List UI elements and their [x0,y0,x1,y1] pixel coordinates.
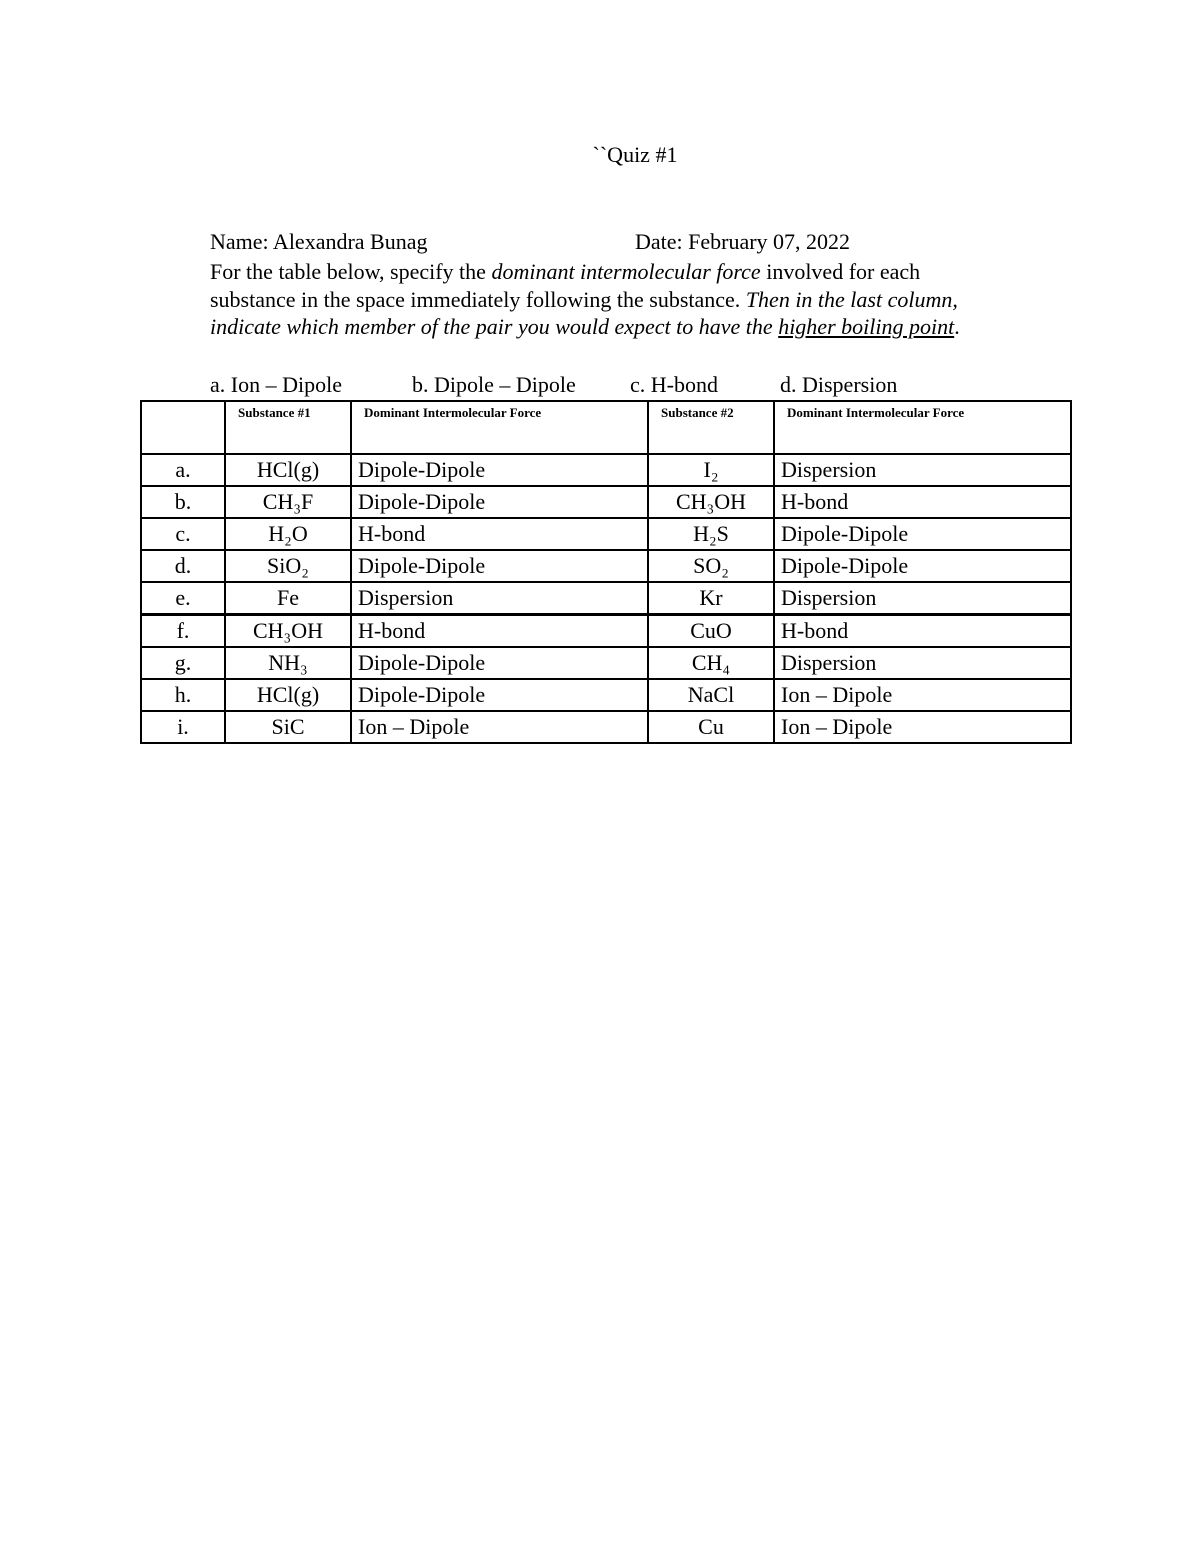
choice-b: b. Dipole – Dipole [412,372,576,397]
substance-1-cell: SiO₂ [225,550,351,582]
force-1-cell: Dipole-Dipole [351,647,648,679]
force-1-cell: H-bond [351,518,648,550]
substance-1-cell: Fe [225,582,351,615]
substance-2-cell: H₂S [648,518,774,550]
instructions-text: involved for each [760,259,921,284]
row-label: b. [141,486,225,518]
substance-1-cell: HCl(g) [225,454,351,486]
substance-2-cell: I₂ [648,454,774,486]
substance-1-cell: SiC [225,711,351,743]
force-2-cell: Dipole-Dipole [774,550,1071,582]
table-header-row [141,401,1071,454]
substance-2-cell: CH₃OH [648,486,774,518]
force-2-cell: Ion – Dipole [774,679,1071,711]
row-label: c. [141,518,225,550]
instructions-line-3 [210,314,960,340]
row-label: h. [141,679,225,711]
force-1-cell: Dipole-Dipole [351,550,648,582]
force-1-cell: Dipole-Dipole [351,454,648,486]
force-2-cell: H-bond [774,486,1071,518]
substance-2-cell: Cu [648,711,774,743]
force-2-cell: Dipole-Dipole [774,518,1071,550]
force-1-cell: H-bond [351,615,648,648]
choice-a: a. Ion – Dipole [210,372,342,397]
row-label: d. [141,550,225,582]
substance-2-cell: SO₂ [648,550,774,582]
instructions-line-2 [210,287,958,313]
header-force-2: Dominant Intermolecular Force [774,401,1071,454]
substance-1-cell: CH₃F [225,486,351,518]
header-substance-1: Substance #1 [225,401,351,454]
table-row [141,486,1071,518]
force-2-cell: Dispersion [774,647,1071,679]
table-row [141,711,1071,743]
force-2-cell: Dispersion [774,454,1071,486]
student-name: Name: Alexandra Bunag [210,229,428,254]
force-1-cell: Dispersion [351,582,648,615]
instructions-text: . [954,314,960,339]
header-force-1: Dominant Intermolecular Force [351,401,648,454]
instructions-emphasis: dominant intermolecular force [491,259,761,284]
force-1-cell: Dipole-Dipole [351,486,648,518]
table-row [141,582,1071,615]
instructions-text: substance in the space immediately following the substance. [210,287,746,312]
table-row [141,550,1071,582]
quiz-date: Date: February 07, 2022 [635,229,851,254]
force-1-cell: Dipole-Dipole [351,679,648,711]
instructions-emphasis: indicate which member of the pair you would expect to have the [210,314,779,339]
substance-1-cell: H₂O [225,518,351,550]
choice-c: c. H-bond [630,372,718,397]
table-row [141,518,1071,550]
table-row [141,647,1071,679]
force-2-cell: Ion – Dipole [774,711,1071,743]
row-label: e. [141,582,225,615]
force-2-cell: H-bond [774,615,1071,648]
force-2-cell: Dispersion [774,582,1071,615]
row-label: g. [141,647,225,679]
instructions-emphasis: Then in the last column, [745,287,958,312]
table-row [141,615,1071,648]
header-label [141,401,225,454]
header-substance-2: Substance #2 [648,401,774,454]
substance-1-cell: NH₃ [225,647,351,679]
imf-table [140,400,1072,744]
instructions-line-1 [210,259,920,285]
substance-1-cell: CH₃OH [225,615,351,648]
choice-d: d. Dispersion [780,372,898,397]
table-row [141,679,1071,711]
substance-2-cell: CH₄ [648,647,774,679]
row-label: a. [141,454,225,486]
table-row [141,454,1071,486]
table-body [141,454,1071,743]
substance-2-cell: Kr [648,582,774,615]
substance-1-cell: HCl(g) [225,679,351,711]
instructions-underline: higher boiling point [778,314,955,339]
instructions-text: For the table below, specify the [210,259,492,284]
force-1-cell: Ion – Dipole [351,711,648,743]
substance-2-cell: NaCl [648,679,774,711]
quiz-title: ``Quiz #1 [592,142,678,167]
row-label: f. [141,615,225,648]
row-label: i. [141,711,225,743]
substance-2-cell: CuO [648,615,774,648]
